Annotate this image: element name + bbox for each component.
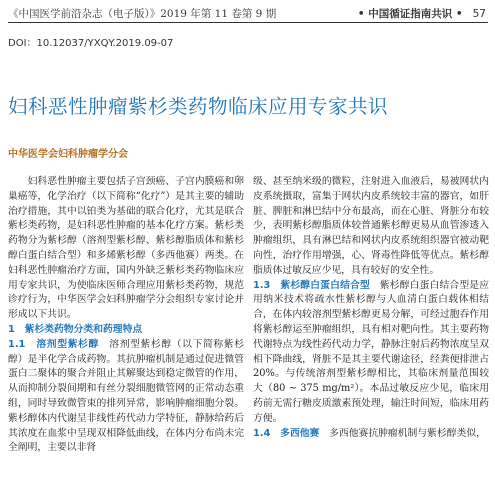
header-divider [8,22,488,23]
subsection-heading-1-1: 1.1 溶剂型紫杉醇 [8,338,99,350]
section-heading-1: 1 紫杉类药物分类和药理特点 [8,323,143,335]
paragraph-continued: 级、甚至纳米级的微粒，注射进入血液后，易被网状内皮系统摄取，富集于网状内皮系统较丰富的器官，如肝脏、脾脏和淋巴结中分布最高，而在心脏、肾脏分布较少，表明紫杉醇脂质体较普通紫杉醇更易从血管渗透入肿瘤组织，具有淋巴结和网状内皮系统组织器官被动靶向性，治疗作用增强，心、肾毒性降低等优点。紫杉醇脂质体过敏反应少见，具有较好的安全性。 [253,176,489,276]
left-column [8,175,244,456]
paragraph-1-3-text: 紫杉醇白蛋白结合型是应用纳米技术将疏水性紫杉醇与人血清白蛋白载体相结合，在体内较溶剂型紫杉醇更易分解，可经过胞吞作用将紫杉醇运至肿瘤组织，具有相对靶向性。其主要药物代谢特点为线性药代动力学，静脉注射后药物浓度呈双相下降曲线，肾脏不是其主要代谢途径，经粪便排泄占20%。与传统溶剂型紫杉醇相比，其临床剂量范围较大（80 ~ 375 mg/m²）。本品过敏反应少见，临床用药前无需行糖皮质激素预处理，输注时间短，临床用药方便。 [253,279,490,424]
article-author: 中华医学会妇科肿瘤学分会 [8,149,128,160]
paragraph-1-1-text: 溶剂型紫杉醇（以下简称紫杉醇）是半化学合成药物。其抗肿瘤机制是通过促进微管蛋白二聚体的聚合并阻止其解聚达到稳定微管的作用，从而抑制分裂间期和有丝分裂细胞微管网的正常动态重组，同时导致微管束的排列异常，影响肿瘤细胞分裂。紫杉醇体内代谢呈非线性药代动力学特征，静脉给药后其浓度在血浆中呈现双相降低曲线，在体内分布尚未完全阐明，主要以非肾 [8,338,245,454]
running-header [8,6,490,22]
subsection-heading-1-4: 1.4 多西他赛 [253,427,320,439]
page-number: 57 [472,8,486,20]
paragraph-1-4 [253,427,489,442]
right-column [253,175,489,441]
article-title: 妇科恶性肿瘤紫杉类药物临床应用专家共识 [8,95,389,118]
subsection-heading-1-3: 1.3 紫杉醇白蛋白结合型 [253,279,370,291]
paragraph-1-3 [253,279,489,427]
paragraph-1-4-text: 多西他赛抗肿瘤机制与紫杉醇类似， [329,427,486,439]
doi[interactable]: DOI：10.12037/YXQY.2019.09-07 [8,38,174,49]
section-label [358,6,486,21]
intro-paragraph: 妇科恶性肿瘤主要包括子宫颈癌、子宫内膜癌和卵巢癌等，化学治疗（以下简称“化疗”）是其主要的辅助治疗措施，其中以铂类为基础的联合化疗，尤其是联合紫杉类药物，是妇科恶性肿瘤的基本化疗方案。紫杉类药物分为紫杉醇（溶剂型紫杉醇、紫杉醇脂质体和紫杉醇白蛋白结合型）和多烯紫杉醇（多西他赛）两类。在妇科恶性肿瘤治疗方面，国内外缺乏紫杉类药物临床应用专家共识，为使临床医师合理应用紫杉类药物，规范诊疗行为，中华医学会妇科肿瘤学分会组织专家讨论并形成以下共识。 [8,176,244,321]
paragraph-1-1 [8,338,244,456]
journal-citation: 《中国医学前沿杂志（电子版）》2019 年第 11 卷第 9 期 [8,8,277,20]
section-name: • 中国循证指南共识 • [357,8,463,20]
